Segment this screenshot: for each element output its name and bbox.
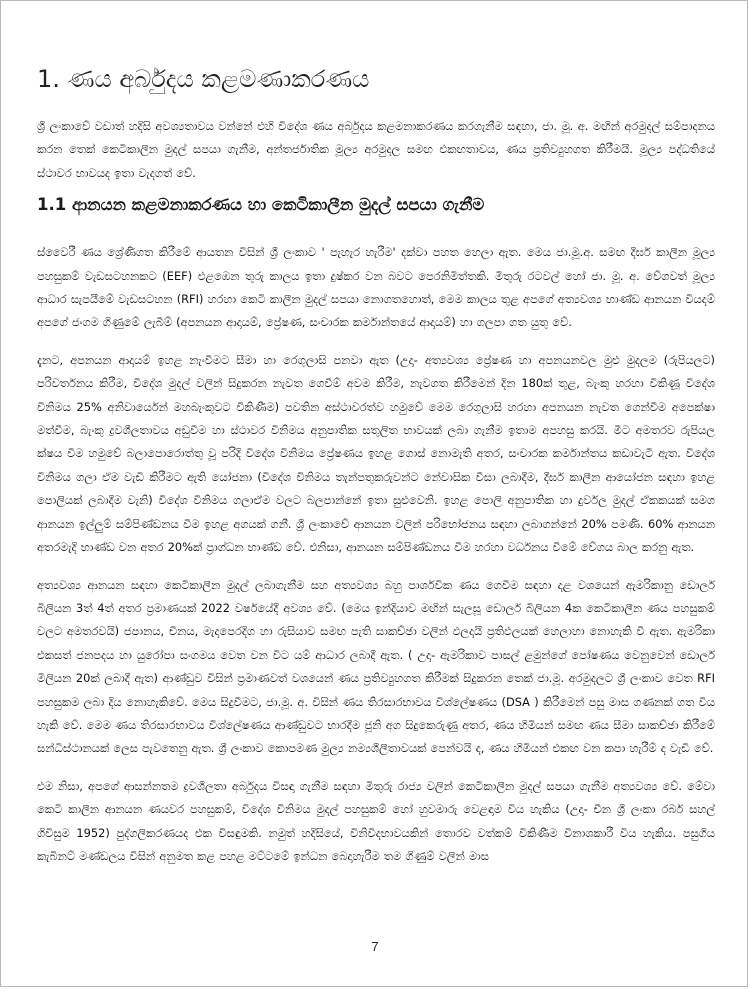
subsection-heading: 1.1 ආනයන කළමනාකරණය හා කෙටිකාලීන මුදල් සපයා ගැනීම — [37, 195, 485, 215]
section-heading: 1. ණය අර්බුදය කළමණාකරණය — [37, 65, 370, 93]
body-paragraph-1: ස්වෛරී ණය ශ්‍රේණිගත කිරීමේ ආයතන විසින් ශ්‍රී ලංකාව ' පැහැර හැරීම' දක්වා පහත හෙලා ඇත. මෙය ජා.මූ.අ. සමඟ දීර්ඝ කාලීන මූල්‍ය පහසුකම් වැඩසටහනකට (EEF) එළඹෙන තුරු කාලය ඉතා දුෂ්කර වන බවට පෙරනිමිත්තකි. මිතුරු රටවල් හෝ ජා. මූ. අ. වේගවත් මූල්‍ය ආධාර සැපයීමේ වැඩසටහන (RFI) හරහා කෙටි කාලීන මුදල් සපයා නොගතහොත්, මෙම කාලය තුළ අපගේ අත්‍යවශ්‍ය භාණ්ඩ ආනයන වියදම් අපගේ ජංගම ගිණුමේ ලැබීම් (අපනයන ආදායම්, ප්‍රේෂණ, සංචාරක කර්මාන්තයේ ආදායම්) හා ගලපා ගත යුතු වේ. — [37, 245, 715, 330]
page-number: 7 — [371, 939, 379, 954]
body-paragraph-4: එම නිසා, අපගේ ආසන්නතම ද්‍රවශීලතා අර්බුදය විසඳා ගැනීම සඳහා මිතුරු රාජ්‍ය වලින් කෙටිකාලීන මුදල් සපයා ගැනීම අත්‍යවශ්‍ය වේ. මේවා කෙටි කාලීන ආනයන ණයවර පහසුකම්, විදේශ විනිමය මුදල් පහසුකම් හෝ හුවමාරු වෙළඳාම විය හැකිය (උදා- චීන ශ්‍රී ලංකා රබර් සහල් ගිවිසුම 1952) පුද්ගලිකරණයද එක විසඳුමකි. නමුත් හදිසියේ, විනිවිදභාවයකින් තොරව වත්කම් විකිණීම විනාශකාරී විය හැකිය. පසුගිය කැබිනට් මණ්ඩලය විසින් අනුමත කළ පහළ මට්ටමේ ඉන්ධන බෙදාහැරීම තම ගිණුම් වලින් මාස — [37, 778, 715, 863]
page-content — [37, 63, 715, 882]
body-paragraph-2: දැනට, අපනයන ආදායම් ඉහළ නැංවීමට සීමා හා රෙගුලාසි පනවා ඇත (උදා- අත්‍යවශ්‍ය ප්‍රේෂණ හා අපනයනවල මුළු මුදලම (රුපියලට) පරිවර්තනය කිරීම, විදේශ මුදල් වලින් සිදුකරන නැවත ගෙවීම් අවම කිරීම, නැවගත කිරීමෙන් දින 180ක් තුළ, බැංකු හරහා විකිණූ විදේශ විනිමය 25% අනිවාර්යෙන් මහබැංකුවට විකිණීම) පවතින අස්ථාවරත්ව හමුවේ මෙම රෙගුලාසි හරහා අපනයන නැවත ගෙන්වීම අපෙක්ෂා මත්වීම, බැංකු ද්‍රවශීලතාවය අඩුවීම හා ස්ථාවර විනිමය අනුපාතික සතුලිත භාවයක් ලබා ගැනීම ඉතාම අපහසු කරයි. මීට අමතරව රුපියල ක්ෂය වීම හමුවේ බලාපොරොත්තු වූ පරිදි විදේශ විනිමය ප්‍රේෂණය ඉහළ ගොස් නොමැති අතර, සංචාරක කර්මාන්තය කඩාවැටී ඇත. විදේශ විනිමය ගලා ඒම වැඩි කිරීමට ඇති යෝජනා (විදේශ විනිමය තැන්පතුකරුවන්ට නේවාසික වීසා ලබාදීම, දීර්ඝ කාලීන ආයෝජන සඳහා ඉහළ පොලියක් ලබාදීම වැනි) විදේශ විනිමය ගලාඒම වලට බලපාන්නේ ඉතා සුළුවෙනි. ඉහළ පොලි අනුපාතික හා දුර්වල මුදල් ඒකකයක් සමග ආනයන ඉල්ලුම් සම්පිණ්ඩනය වීම ඉහළ අගයක් ගනී. ශ්‍රී ලංකාවේ ආනයන වලින් පරිභෝජනය සඳහා ලබාගන්නේ 20% පමණි. 60% ආනයන අතරමැදි භාණ්ඩ වන අතර 20%ක් ප්‍රාග්ධන භාණ්ඩ වේ. එනිසා, ආනයන සම්පිණ්ඩනය වීම හරහා වර්ධනය වීමේ වේගය බාල කරනු ඇත. — [37, 352, 715, 555]
body-paragraph-3: අත්‍යවශ්‍ය ආනයන සඳහා කෙටිකාලීන මුදල් ලබාගැනීම සහ අත්‍යවශ්‍ය බහු පාර්ශවික ණය ගෙවීම සඳහා දළ වශයෙන් ඇමරිකානු ඩොලර් බිලියන 3ත් 4ත් අතර ප්‍රමාණයක් 2022 වර්ෂයේදී අවශ්‍ය වේ. (මෙය ඉන්දියාව මඟින් සැලසූ ඩොලර් බිලියන 4ක කෙටිකාලීන ණය පහසුකම් වලට අමතරවයි) ජපානය, චීනය, මැදපෙරදිග හා රුසියාව සමඟ පැති සාකච්ඡා වලින් ඵලදායි ප්‍රතිඵලයක් හෙලාහා නොහැකි වී ඇත. ඇමරිකා එකසත් ජනපදය හා යුරෝපා සංගමය වෙත වන විට යම් ආධාර ලබාදී ඇත. ( උදා- ඇමරිකාව පාසල් ළමුන්ගේ පෝෂණය වෙනුවෙන් ඩොලර් මිලියන 20ක් ලබාදී ඇත) ආණ්ඩුව විසින් ප්‍රමාණවත් වශයෙන් ණය ප්‍රතිව්‍යුහගත කිරීමක් සිදුකරන තෙක් ජා.මූ. අරමුදලට ශ්‍රී ලංකාව වෙත RFI පහසුකම ලබා දිය නොහැකිවේ. මෙය සිදුවීමට, ජා.මූ. අ. විසින් ණය තිරසාරභාවය විශ්ලේෂණය (DSA ) කිරීමෙන් පසු මාස ගණනක් ගත විය හැකි වේ. මෙම ණය තිරසාරභාවය විශ්ලේෂණය ආණ්ඩුවට භාරදීම ජූනි අග සිදුකෙරුණු අතර, ණය හිමියන් සමඟ ණය සීමා සාකච්ඡා කිරීමේ සන්ධිස්ථානයක් ලෙස පැවතෙනු ඇත. ශ්‍රී ලංකාව කොපමණ මුල්‍ය නම්‍යශීලීතාවයක් පෙන්වයි ද, ණය හිමියන් එකඟ වන කපා හැරීම් ද වැඩි වේ. — [37, 577, 715, 756]
intro-paragraph: ශ්‍රී ලංකාවේ වඩාත් හදිසි අවශ්‍යතාවය වන්නේ එහි විදේශ ණය අර්බුදය කළමනාකරණය කරගැනීම සඳහා, ජා. මූ. අ. මඟින් අරමුදල් සම්පාදනය කරන තෙක් කෙටිකාලීන මුදල් සපයා ගැනීම, අන්තර්ජාතික මූල්‍ය අරමුදල සමඟ එකඟතාවය, ණය ප්‍රතිව්‍යුහගත කිරීමයි. මූල්‍ය පද්ධතියේ ස්ථාවර භාවයද ඉතා වැදගත් වේ. — [37, 119, 715, 180]
